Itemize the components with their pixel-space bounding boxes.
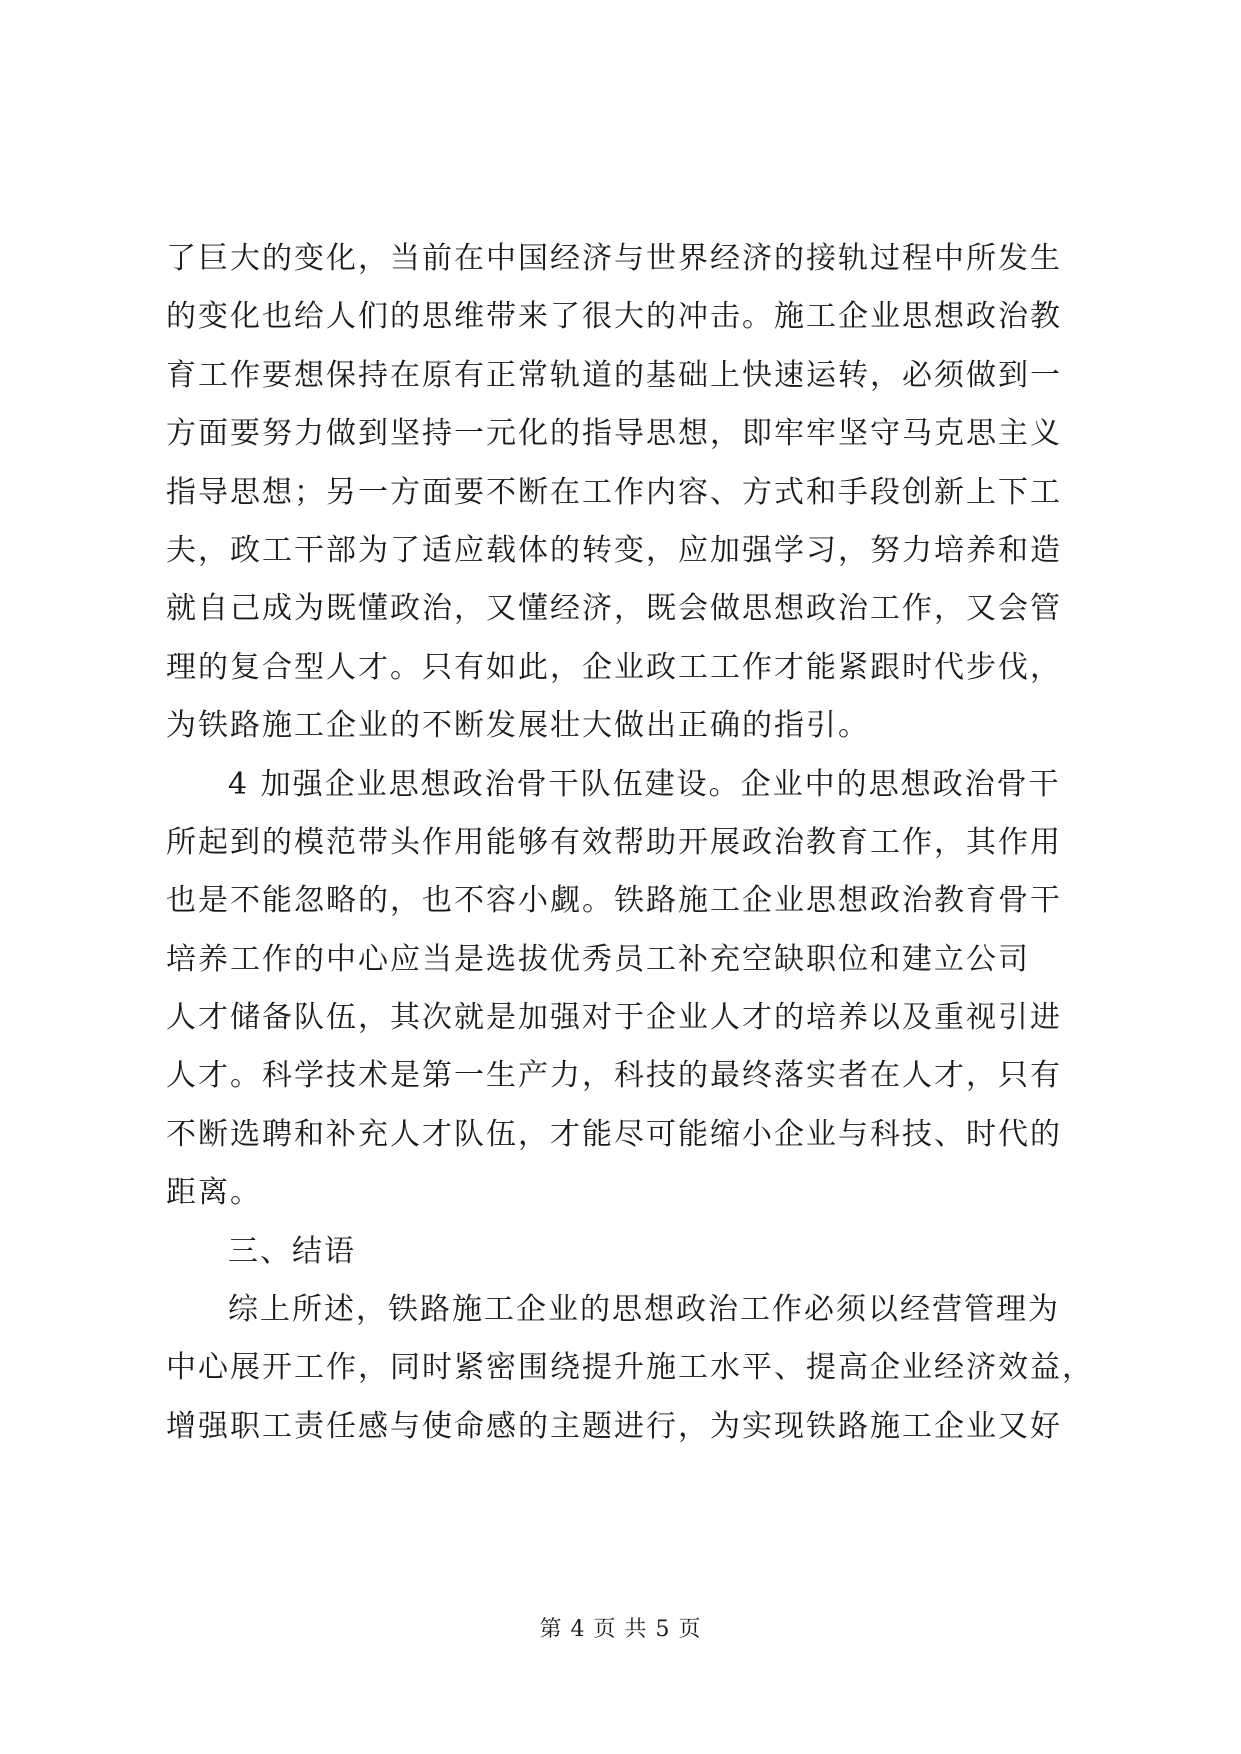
text-line: 所起到的模范带头作用能够有效帮助开展政治教育工作，其作用 xyxy=(166,824,1062,860)
text-line: 了巨大的变化，当前在中国经济与世界经济的接轨过程中所发生 xyxy=(166,241,1062,276)
page-number: 第 4 页 共 5 页 xyxy=(539,1617,702,1642)
text-line: 的变化也给人们的思维带来了很大的冲击。施工企业思想政治教 xyxy=(166,299,1062,335)
section-heading: 三、结语 xyxy=(228,1233,356,1269)
text-line: 中心展开工作，同时紧密围绕提升施工水平、提高企业经济效益， xyxy=(166,1350,1094,1386)
text-line: 培养工作的中心应当是选拔优秀员工补充空缺职位和建立公司 xyxy=(166,941,1030,977)
text-line: 就自己成为既懂政治，又懂经济，既会做思想政治工作，又会管 xyxy=(166,591,1062,627)
text-line: 距离。 xyxy=(166,1175,262,1211)
paragraph-start-line: 综上所述，铁路施工企业的思想政治工作必须以经营管理为 xyxy=(228,1292,1060,1328)
text-line: 人才。科学技术是第一生产力，科技的最终落实者在人才，只有 xyxy=(166,1058,1062,1094)
text-line: 育工作要想保持在原有正常轨道的基础上快速运转，必须做到一 xyxy=(166,357,1062,393)
paragraph-start-line: 4 加强企业思想政治骨干队伍建设。企业中的思想政治骨干 xyxy=(228,766,1061,802)
page-footer xyxy=(0,1612,1241,1643)
text-line: 方面要努力做到坚持一元化的指导思想，即牢牢坚守马克思主义 xyxy=(166,416,1062,452)
text-line: 夫，政工干部为了适应载体的转变，应加强学习，努力培养和造 xyxy=(166,532,1062,568)
text-line: 也是不能忽略的，也不容小觑。铁路施工企业思想政治教育骨干 xyxy=(166,883,1062,919)
text-line: 为铁路施工企业的不断发展壮大做出正确的指引。 xyxy=(166,708,870,744)
text-line: 增强职工责任感与使命感的主题进行，为实现铁路施工企业又好 xyxy=(166,1408,1062,1444)
text-line: 理的复合型人才。只有如此，企业政工工作才能紧跟时代步伐， xyxy=(166,649,1062,685)
text-line: 人才储备队伍，其次就是加强对于企业人才的培养以及重视引进 xyxy=(166,1000,1062,1036)
text-line: 不断选聘和补充人才队伍，才能尽可能缩小企业与科技、时代的 xyxy=(166,1116,1062,1152)
body-text xyxy=(166,230,1094,1456)
text-line: 指导思想；另一方面要不断在工作内容、方式和手段创新上下工 xyxy=(166,474,1062,510)
